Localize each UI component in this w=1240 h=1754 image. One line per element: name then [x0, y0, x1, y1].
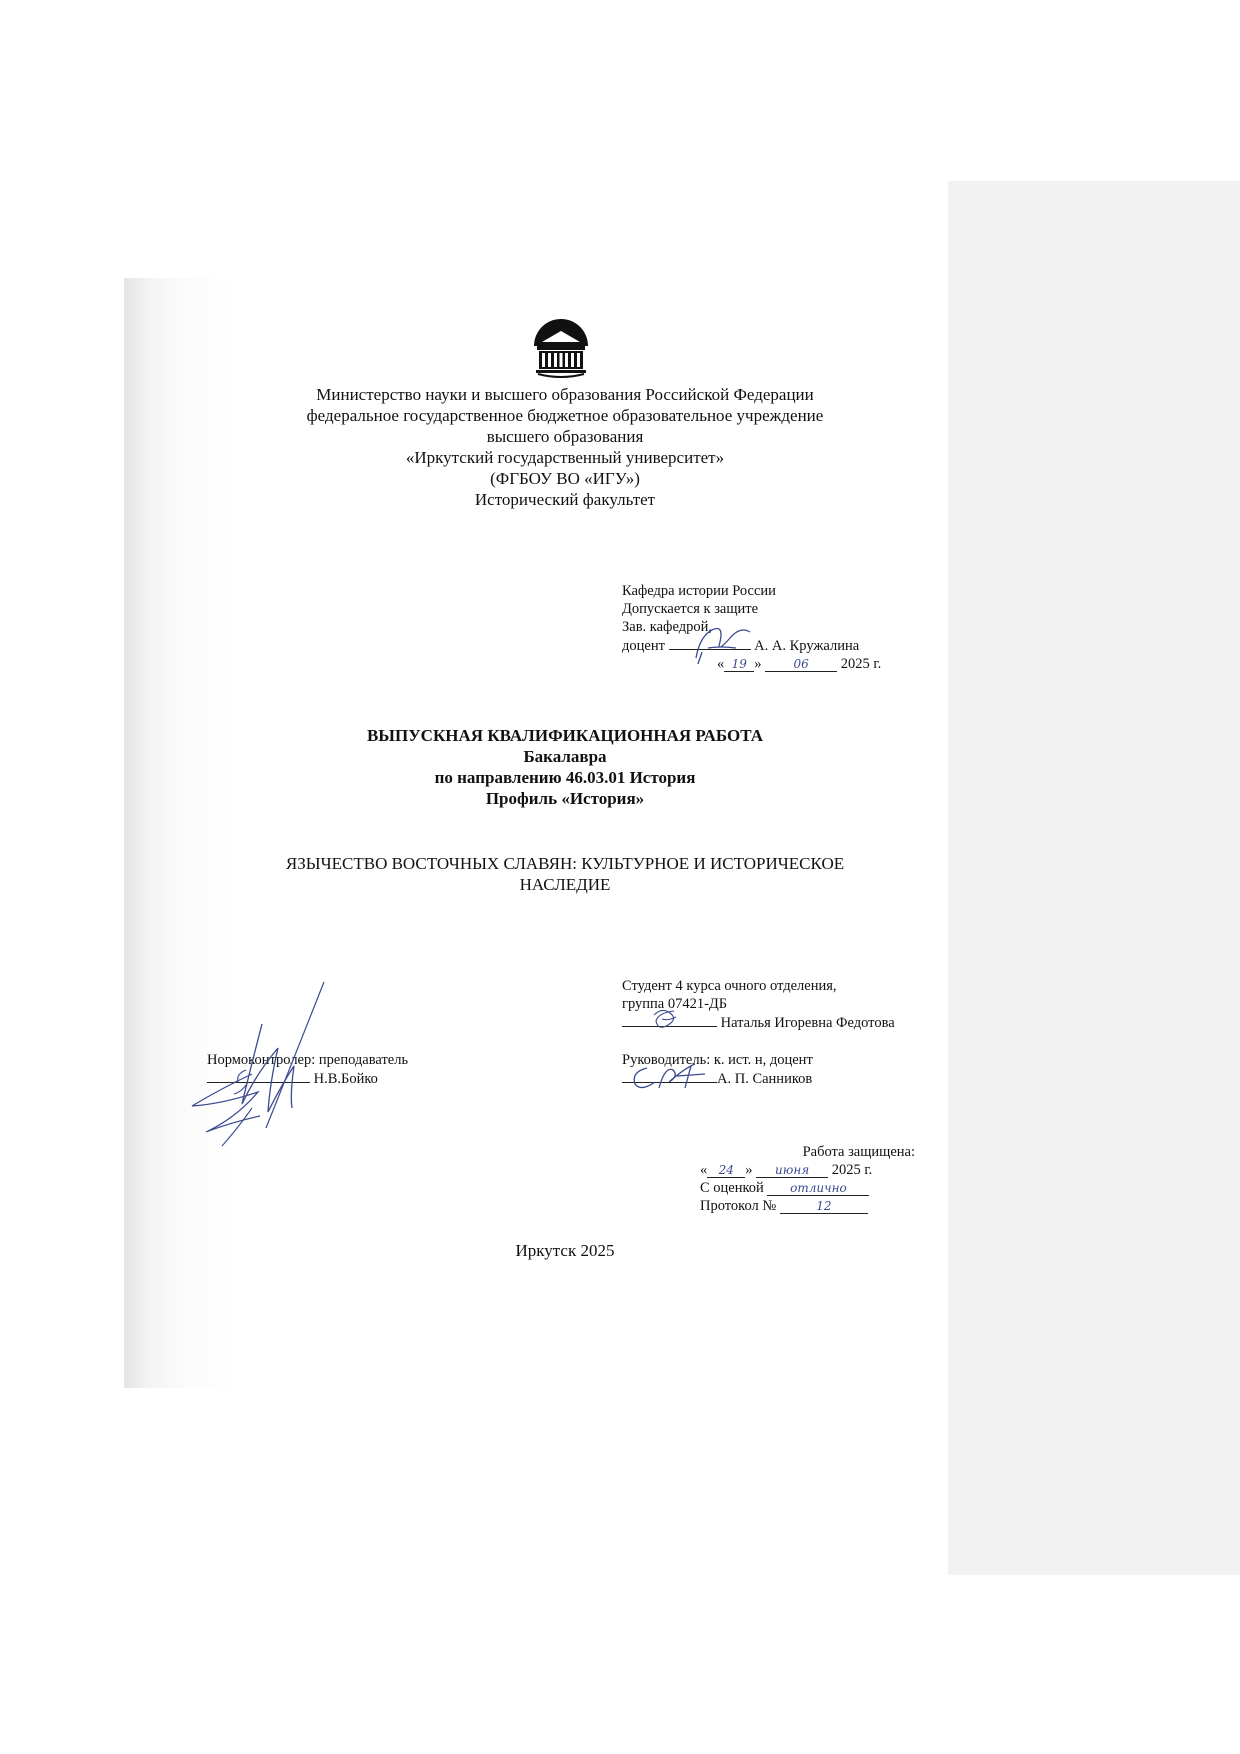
side-gray-panel: [948, 181, 1240, 1575]
head-title: Зав. кафедрой,: [622, 619, 712, 635]
normcontrol-role: Нормоконтролер: преподаватель: [207, 1052, 409, 1068]
university-name: «Иркутский государственный университет»: [405, 448, 725, 467]
admission-month: 06: [765, 658, 837, 672]
thesis-theme: [250, 853, 880, 895]
admission-day: 19: [724, 658, 754, 672]
student-block: [622, 977, 895, 1032]
date-open-quote: «: [717, 656, 725, 672]
student-signature-line: [622, 1013, 717, 1027]
defense-status: Работа защищена:: [802, 1144, 915, 1160]
institution-type-line: федеральное государственное бюджетное образовательное учреждение: [306, 406, 824, 425]
protocol-label: Протокол №: [700, 1198, 777, 1214]
education-level-line: высшего образования: [486, 427, 644, 446]
university-abbr: (ФГБОУ ВО «ИГУ»): [490, 469, 640, 488]
ministry-line: Министерство науки и высшего образования Российской Федерации: [316, 385, 814, 404]
defense-date-open-quote: «: [700, 1162, 708, 1178]
supervisor-signature-line: [622, 1069, 717, 1083]
student-course: Студент 4 курса очного отделения,: [622, 978, 837, 994]
institution-header: [250, 384, 880, 510]
university-logo-icon: [528, 318, 594, 378]
protocol-value: 12: [780, 1200, 868, 1214]
date-close-quote: »: [754, 656, 762, 672]
head-name: А. А. Кружалина: [754, 638, 860, 654]
work-title-block: [250, 725, 880, 809]
supervisor-block: [622, 1051, 813, 1088]
profile: Профиль «История»: [485, 789, 645, 808]
direction: по направлению 46.03.01 История: [434, 768, 696, 787]
normcontrol-signature-line: [207, 1069, 310, 1083]
supervisor-role: Руководитель: к. ист. н, доцент: [622, 1052, 813, 1068]
faculty-name: Исторический факультет: [474, 490, 656, 509]
defense-year: 2025 г.: [831, 1162, 873, 1178]
degree: Бакалавра: [523, 747, 607, 766]
admission-block: [622, 582, 881, 673]
student-group: группа 07421-ДБ: [622, 996, 728, 1012]
normcontrol-name: Н.В.Бойко: [313, 1071, 378, 1087]
student-name: Наталья Игоревна Федотова: [720, 1015, 895, 1031]
admission-text: Допускается к защите: [622, 601, 759, 617]
normcontrol-block: [207, 1051, 408, 1088]
grade-value: отлично: [767, 1182, 869, 1196]
head-position: доцент: [622, 638, 665, 654]
defense-date-close-quote: »: [745, 1162, 753, 1178]
defense-month: июня: [756, 1164, 828, 1178]
supervisor-name: А. П. Санников: [717, 1071, 813, 1087]
work-type: ВЫПУСКНАЯ КВАЛИФИКАЦИОННАЯ РАБОТА: [366, 726, 764, 745]
admission-year: 2025 г.: [840, 656, 882, 672]
grade-label: С оценкой: [700, 1180, 764, 1196]
defense-block: [700, 1143, 915, 1215]
theme-line-1: ЯЗЫЧЕСТВО ВОСТОЧНЫХ СЛАВЯН: КУЛЬТУРНОЕ И ИСТОРИЧЕСКОЕ: [285, 854, 845, 873]
head-signature-line: [669, 636, 751, 650]
city-year: Иркутск 2025: [515, 1241, 615, 1260]
department-name: Кафедра истории России: [622, 583, 776, 599]
defense-day: 24: [707, 1164, 745, 1178]
theme-line-2: НАСЛЕДИЕ: [519, 875, 611, 894]
